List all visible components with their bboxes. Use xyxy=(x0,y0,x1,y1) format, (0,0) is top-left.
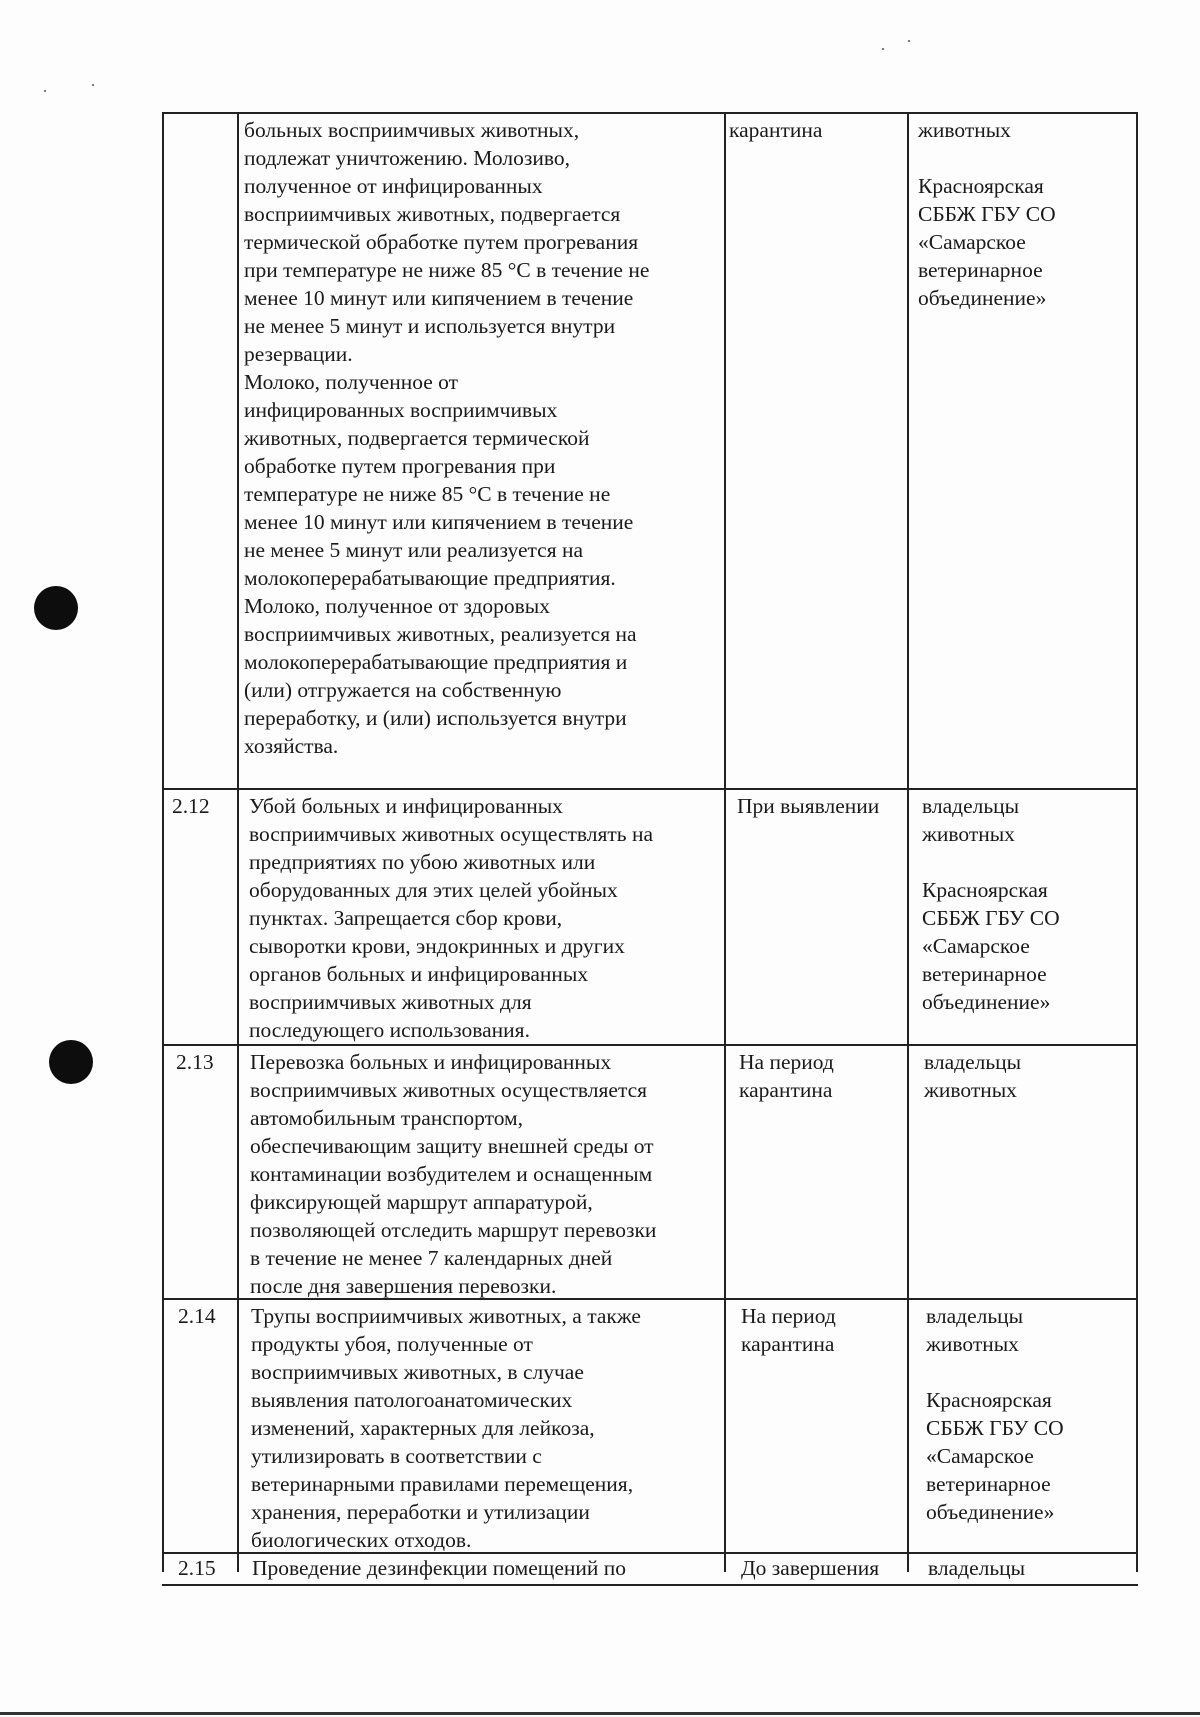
item-deadline: На период карантина xyxy=(739,1050,834,1102)
row-separator xyxy=(162,788,1138,790)
item-content: Перевозка больных и инфицированных восприимчивых животных осуществляется автомобильным транспортом, обеспечивающим защиту внешней среды от контаминации возбудителем и оснащенным фиксирующей маршрут аппаратурой, позволяющей отследить маршрут перевозки в течение не менее 7 календарных дней после дня завершения перевозки. xyxy=(250,1050,657,1298)
scan-speck xyxy=(44,90,46,92)
item-responsible: владельцы животных xyxy=(924,1050,1022,1102)
item-content: Убой больных и инфицированных восприимчивых животных осуществлять на предприятиях по убою животных или оборудованных для этих целей убойных пунктах. Запрещается сбор крови, сыворотки крови, эндокринных и других органов больных и инфицированных восприимчивых животных для последующего использования. xyxy=(249,794,654,1042)
punch-hole-top xyxy=(34,586,78,630)
table-border-right xyxy=(1136,112,1138,1572)
item-number: 2.12 xyxy=(172,794,210,818)
item-responsible: владельцы xyxy=(928,1556,1026,1580)
table-border-left xyxy=(162,112,164,1572)
item-responsible: владельцы животных Красноярская СББЖ ГБУ СО «Самарское ветеринарное объединение» xyxy=(926,1304,1064,1524)
item-content: Трупы восприимчивых животных, а также продукты убоя, полученные от восприимчивых животных, в случае выявления патологоанатомических изменений, характерных для лейкоза, утилизировать в соответствии с ветеринарными правилами перемещения, хранения, переработки и утилизации биологических отходов. xyxy=(251,1304,641,1552)
row-separator xyxy=(162,1044,1138,1046)
table-divider-content xyxy=(724,112,726,1572)
item-responsible: владельцы животных Красноярская СББЖ ГБУ СО «Самарское ветеринарное объединение» xyxy=(922,794,1060,1014)
scan-speck xyxy=(92,84,94,86)
item-content: больных восприимчивых животных, подлежат уничтожению. Молозиво, полученное от инфицированных восприимчивых животных, подвергается термической обработке путем прогревания при температуре не ниже 85 °С в течение не менее 10 минут или кипячением в течение не менее 5 минут и используется внутри резервации. Молоко, полученное от инфицированных восприимчивых животных, подвергается термической обработке путем прогревания при температуре не ниже 85 °С в течение не менее 10 минут или кипячением в течение не менее 5 минут или реализуется на молокоперерабатывающие предприятия. Молоко, полученное от здоровых восприимчивых животных, реализуется на молокоперерабатывающие предприятия и (или) отгружается на собственную переработку, и (или) используется внутри хозяйства. xyxy=(244,118,650,758)
item-number: 2.15 xyxy=(178,1556,216,1580)
item-deadline: карантина xyxy=(729,118,823,142)
table-top-border xyxy=(162,112,1138,114)
table-bottom-border xyxy=(162,1584,1138,1586)
punch-hole-bottom xyxy=(49,1040,93,1084)
table-divider-num xyxy=(237,112,239,1572)
item-content: Проведение дезинфекции помещений по xyxy=(252,1556,627,1580)
item-deadline: На период карантина xyxy=(741,1304,836,1356)
item-number: 2.13 xyxy=(176,1050,214,1074)
scan-speck xyxy=(908,40,910,42)
item-deadline: До завершения xyxy=(741,1556,880,1580)
scan-edge xyxy=(0,1712,1200,1715)
item-deadline: При выявлении xyxy=(737,794,880,818)
scan-speck xyxy=(882,48,884,50)
table-divider-term xyxy=(907,112,909,1572)
item-number: 2.14 xyxy=(178,1304,216,1328)
item-responsible: животных Красноярская СББЖ ГБУ СО «Самарское ветеринарное объединение» xyxy=(918,118,1056,310)
